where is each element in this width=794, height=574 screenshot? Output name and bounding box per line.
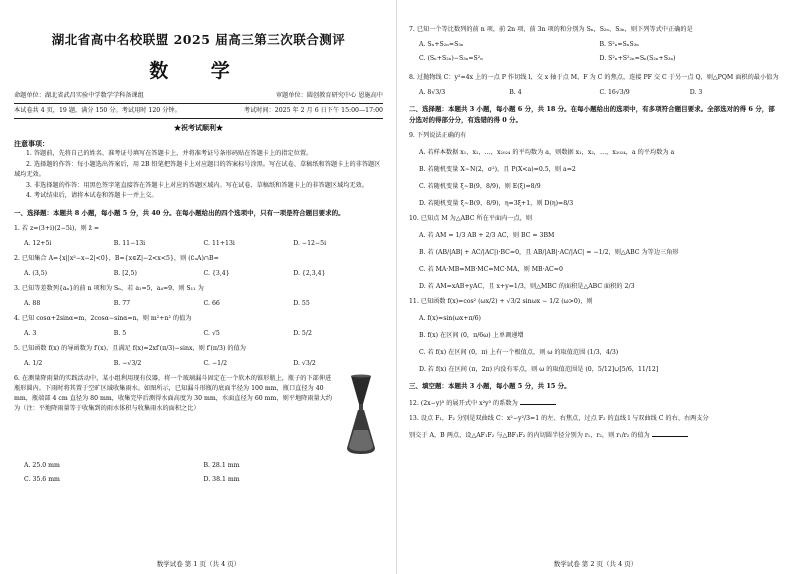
- option: C. 若 MA·MB=MB·MC=MC·MA，则 MB·AC=0: [419, 266, 563, 273]
- option: D. 若随机变量 ξ∼B(9，8/9)，η=3ξ+1，则 D(η)=8/3: [419, 200, 574, 207]
- option: D. 若 AM=xAB+yAC，且 x+y=1/3，则△MBC 的面积是△ABC 面积的 2/3: [419, 283, 635, 290]
- page-footer: 数学试卷 第 1 页（共 4 页）: [156, 560, 241, 568]
- question-4: 4. 已知 cosα+2sinα=m，2cosα−sinα=n，则 m²+n² 的值为: [14, 314, 192, 322]
- option: D. 55: [293, 299, 310, 307]
- question-13-stem-cont: 别交于 A，B 两点，设△AF₁F₂ 与△BF₁F₂ 的内切圆半径分别为 r₁，r₂，则 r₁/r₂ 的值为: [409, 432, 650, 439]
- option: A. 若样本数据 x₁，x₂，…，x₂₀₂₄ 的平均数为 a，则数据 x₁，x₂，…，x₂₀₂₄，a 的平均数为 a: [419, 149, 675, 156]
- answer-blank[interactable]: [652, 429, 688, 437]
- page-footer: 数学试卷 第 2 页（共 4 页）: [553, 560, 638, 568]
- option: A. f(x)=sin(ωx+π/6): [419, 315, 481, 322]
- question-13-cont: [409, 429, 780, 441]
- option: B. 77: [113, 299, 131, 307]
- question-5-options: [14, 359, 383, 369]
- option: D. 38.1 mm: [203, 475, 240, 483]
- question-9: 9. 下列说法正确的有: [409, 132, 467, 139]
- exam-time: 考试时间：2025 年 2 月 6 日下午 15:00—17:00: [243, 107, 383, 114]
- option: C. 11+13i: [203, 239, 235, 247]
- option: D. √3/2: [293, 359, 316, 367]
- option: C. 16√3/9: [599, 89, 630, 96]
- option: D. 3: [689, 89, 703, 96]
- option: C. (Sₙ+S₂ₙ)−S₃ₙ=S²ₙ: [419, 55, 483, 62]
- option: A. 88: [24, 299, 41, 307]
- question-3: 3. 已知等差数列{aₙ}的前 n 项和为 Sₙ，若 a₁=5，a₄=9，则 S₁₁ 为: [14, 284, 204, 292]
- question-5: 5. 已知函数 f(x) 的导函数为 f′(x)，且满足 f(x)=2xf′(π/3)−sinx，则 f′(π/3) 的值为: [14, 344, 246, 352]
- note-item: 2. 选择题的作答：每小题选出答案后，用 2B 铅笔把答题卡上对应题目的答案标号涂黑。写在试卷、草稿纸和答题卡上的非答题区域均无效。: [14, 160, 381, 178]
- option: A. 3: [24, 329, 37, 337]
- header-rule-2: [14, 118, 383, 119]
- option: D. 若 f(x) 在区间 (π，2π) 内没有零点，则 ω 的取值范围是 (0，5/12]∪[5/6，11/12]: [419, 366, 659, 373]
- unit-line: [14, 91, 383, 101]
- option: B. 28.1 mm: [203, 461, 240, 469]
- option: A. 12+5i: [24, 239, 52, 247]
- option: B. [2,5): [113, 269, 137, 277]
- question-6: [14, 374, 383, 456]
- option: B. 4: [509, 89, 522, 96]
- option: D. {2,3,4}: [293, 269, 326, 277]
- option: C. −1/2: [203, 359, 228, 367]
- note-item: 1. 答题前，先将自己的姓名、准考证号填写在答题卡上，并将准考证号条形码贴在答题卡上的指定位置。: [26, 150, 313, 157]
- question-2-options: [14, 269, 383, 279]
- option: C. 若 f(x) 在区间 (0，π) 上有一个极值点，则 ω 的取值范围 (1/3，4/3): [419, 349, 619, 356]
- question-2: 2. 已知集合 A={x||x²−x−2|<0}，B={x∈Z|−2<x<5}，则 (∁ₐA)∩B=: [14, 254, 219, 262]
- option: A. 25.0 mm: [24, 461, 60, 469]
- option: B. 5: [113, 329, 127, 337]
- good-luck-banner: ★祝考试顺利★: [174, 123, 223, 132]
- question-12-stem: 12. (2x−y)⁵ 的展开式中 x²y³ 的系数为: [409, 400, 518, 407]
- option: A. Sₙ+S₂ₙ=S₃ₙ: [419, 41, 464, 48]
- option: A. 若 AM = 1/3 AB + 2/3 AC，则 BC = 3BM: [419, 232, 555, 239]
- option: C. √5: [203, 329, 220, 337]
- question-1-options: [14, 239, 383, 249]
- question-11: 11. 已知函数 f(x)=cos² (ωx/2) + √3/2 sinωx − 1/2 (ω>0)，则: [409, 298, 593, 305]
- option: B. 若 (AB/|AB| + AC/|AC|)·BC=0，且 AB/|AB|·AC/|AC| = −1/2，则△ABC 为等边三角形: [419, 249, 679, 256]
- option: C. {3,4}: [203, 269, 230, 277]
- section-1-title: 一、选择题：本题共 8 小题，每小题 5 分，共 40 分。在每小题给出的四个选项中，只有一项是符合题目要求的。: [14, 208, 345, 217]
- question-8: 8. 过抛物线 C：y²=4x 上的一点 P 作切线 l，交 x 轴于点 M，F 为 C 的焦点，连接 PF 交 C 于另一点 Q，则△PQM 面积的最小值为: [409, 74, 779, 81]
- option: B. 11−13i: [113, 239, 146, 247]
- info-line: [14, 106, 383, 116]
- question-12: [409, 397, 780, 409]
- question-1: 1. 若 z=(3+i)(2−5i)，则 z̄ =: [14, 224, 100, 232]
- option: D. 5/2: [293, 329, 312, 337]
- exam-page-2: [397, 0, 794, 574]
- review-unit: 审题单位：圆创教育研究中心 恩施高中: [275, 92, 383, 99]
- funnel-bottle-figure: [339, 374, 383, 456]
- option: C. 若随机变量 ξ∼B(9，8/9)，则 E(ξ)=8/9: [419, 183, 541, 190]
- question-8-options: [409, 88, 780, 98]
- note-item: 3. 非选择题的作答：用黑色签字笔直接答在答题卡上对应的答题区域内。写在试卷、草稿纸和答题卡上的非答题区域均无效。: [26, 181, 368, 189]
- question-6-stem: 6. 在测量降雨量的实践活动中，某小组利用现有仪器，将一个玻璃漏斗固定在一个软木的锥形瓶上，瓶子的下部伸进瓶形圆内。下雨时将其置于空旷区域收集雨水。如图所示，已知漏斗形瓶的底面半径为 100 mm，瓶口直径为 40 mm，瓶端部 4 cm 直径为 80 mm，收集完毕后测得水面高度为 30 mm，水面直径为 60 mm，则平地降雨量大约为（注：平地降雨量等于收集到的雨水体积与收集雨水的面积之比）: [14, 374, 333, 412]
- question-10: 10. 已知点 M 为△ABC 所在平面内一点，则: [409, 215, 533, 222]
- question-4-options: [14, 329, 383, 339]
- option: B. f(x) 在区间 (0，π/6ω) 上单调递增: [419, 332, 524, 339]
- header-rule: [14, 103, 383, 104]
- question-7-options: [409, 40, 780, 68]
- option: D. S²ₙ+S²₂ₙ=Sₙ(S₂ₙ+S₃ₙ): [599, 55, 676, 62]
- option: A. 8√3/3: [419, 89, 446, 96]
- note-item: 4. 考试结束后，请将本试卷和答题卡一并上交。: [26, 192, 158, 199]
- question-6-options: [14, 461, 383, 489]
- question-7: 7. 已知一个等比数列的前 n 项，前 2n 项，前 3n 项的和分别为 Sₙ，S₂ₙ，S₃ₙ，则下列等式中正确的是: [409, 26, 693, 33]
- option: C. 35.6 mm: [24, 475, 60, 483]
- question-13: 13. 设点 F₁，F₂ 分别是双曲线 C：x²−y²/3=1 的左、右焦点，过点 F₂ 的直线 l 与双曲线 C 的右、右两支分: [409, 415, 709, 422]
- section-3-title: 三、填空题：本题共 3 小题，每小题 5 分，共 15 分。: [409, 382, 571, 390]
- option: D. −12−5i: [293, 239, 327, 247]
- exam-subject: 数 学: [149, 60, 248, 82]
- answer-blank[interactable]: [520, 397, 556, 405]
- notes-title: 注意事项：: [14, 139, 49, 148]
- section-2-title: 二、选择题：本题共 3 小题，每小题 6 分，共 18 分。在每小题给出的选项中，有多项符合题目要求。全部选对的得 6 分，部分选对的得部分分，有选错的得 0 分。: [409, 105, 775, 124]
- option: A. 1/2: [24, 359, 43, 367]
- exam-info: 本试卷共 4 页，19 题，满分 150 分。考试用时 120 分钟。: [14, 107, 181, 114]
- option: B. 若随机变量 X∼N(2，σ²)，且 P(X<a)=0.5，则 a=2: [419, 166, 576, 173]
- option: C. 66: [203, 299, 220, 307]
- question-3-options: [14, 299, 383, 309]
- option: B. −√3/2: [113, 359, 142, 367]
- exam-title: 湖北省高中名校联盟 2025 届高三第三次联合测评: [51, 32, 346, 47]
- option: A. (3,5): [24, 269, 48, 277]
- option: B. S²ₙ=SₙS₃ₙ: [599, 41, 639, 48]
- proposition-unit: 命题单位：湖北省武昌实验中学数学学科备课组: [14, 92, 144, 99]
